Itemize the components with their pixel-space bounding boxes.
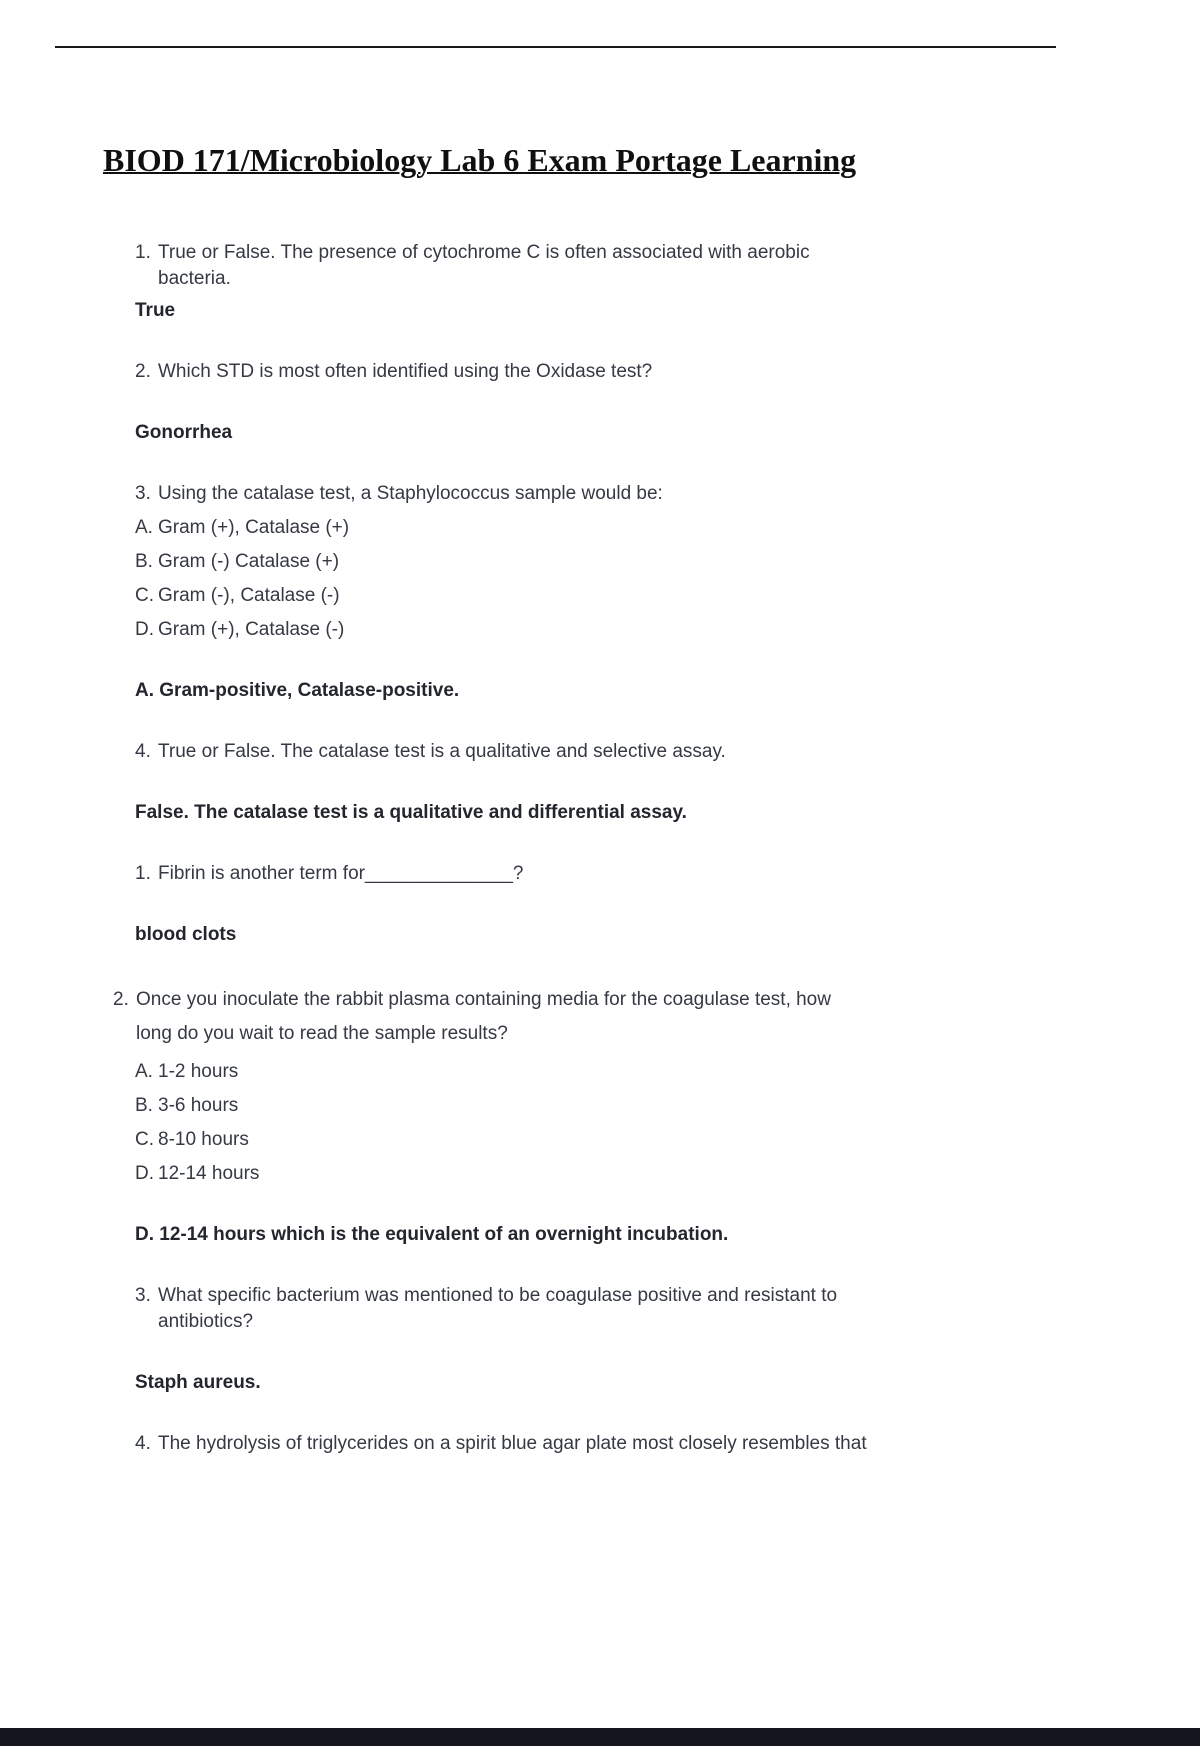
choice-item (135, 1161, 1035, 1187)
choice-item (135, 1127, 1035, 1153)
question-item (135, 359, 1035, 385)
choice-letter: D. (135, 619, 154, 640)
choice-letter: B. (135, 551, 153, 572)
header-rule (55, 46, 1056, 48)
question-item (135, 1431, 1035, 1457)
answer-text: Staph aureus. (135, 1372, 261, 1393)
question-item (113, 983, 1035, 1051)
question-line: Once you inoculate the rabbit plasma containing media for the coagulase test, how (136, 989, 831, 1010)
question-item (135, 240, 1035, 292)
choice-text: Gram (+), Catalase (-) (158, 619, 345, 640)
question-text: Fibrin is another term for______________? (158, 863, 524, 884)
choice-item (135, 1059, 1035, 1085)
question-text: True or False. The catalase test is a qualitative and selective assay. (158, 741, 726, 762)
choice-text: 1-2 hours (158, 1061, 239, 1082)
choice-text: 3-6 hours (158, 1095, 239, 1116)
answer-text: True (135, 300, 176, 321)
question-number: 2. (113, 989, 129, 1010)
choice-letter: D. (135, 1163, 154, 1184)
choice-text: 12-14 hours (158, 1163, 260, 1184)
question-text: Which STD is most often identified using the Oxidase test? (158, 361, 653, 382)
question-item (135, 739, 1035, 765)
question-number: 3. (135, 1285, 151, 1306)
question-item (135, 861, 1035, 887)
choice-item (135, 583, 1035, 609)
question-text: The hydrolysis of triglycerides on a spirit blue agar plate most closely resembles that (158, 1433, 867, 1454)
answer-text: Gonorrhea (135, 422, 233, 443)
question-line: antibiotics? (158, 1311, 254, 1332)
question-item (135, 1283, 1035, 1335)
question-number: 4. (135, 1433, 151, 1454)
choice-item (135, 515, 1035, 541)
choice-letter: B. (135, 1095, 153, 1116)
choice-letter: C. (135, 585, 154, 606)
question-line: True or False. The presence of cytochrome C is often associated with aerobic (158, 242, 810, 263)
answer-text: A. Gram-positive, Catalase-positive. (135, 680, 460, 701)
exam-content (113, 240, 1035, 1457)
choice-letter: C. (135, 1129, 154, 1150)
answer-text: False. The catalase test is a qualitative and differential assay. (135, 802, 687, 823)
question-text: Using the catalase test, a Staphylococcus sample would be: (158, 483, 663, 504)
page-bottom-bar (0, 1728, 1200, 1746)
question-text (158, 1283, 837, 1335)
answer-text: blood clots (135, 924, 237, 945)
choice-letter: A. (135, 517, 153, 538)
question-text (158, 240, 810, 292)
question-number: 1. (135, 242, 151, 263)
question-line: What specific bacterium was mentioned to be coagulase positive and resistant to (158, 1285, 838, 1306)
choice-text: Gram (-), Catalase (-) (158, 585, 340, 606)
question-number: 2. (135, 361, 151, 382)
choice-text: Gram (-) Catalase (+) (158, 551, 340, 572)
choice-item (135, 617, 1035, 643)
page-title: BIOD 171/Microbiology Lab 6 Exam Portage Learning (103, 142, 857, 178)
choice-item (135, 549, 1035, 575)
question-text (136, 983, 831, 1051)
question-number: 1. (135, 863, 151, 884)
question-number: 3. (135, 483, 151, 504)
question-number: 4. (135, 741, 151, 762)
question-line: bacteria. (158, 268, 231, 289)
choice-letter: A. (135, 1061, 153, 1082)
choice-text: 8-10 hours (158, 1129, 249, 1150)
choice-text: Gram (+), Catalase (+) (158, 517, 350, 538)
choice-item (135, 1093, 1035, 1119)
question-item (135, 481, 1035, 507)
answer-text: D. 12-14 hours which is the equivalent of an overnight incubation. (135, 1224, 729, 1245)
question-line: long do you wait to read the sample results? (136, 1023, 508, 1044)
